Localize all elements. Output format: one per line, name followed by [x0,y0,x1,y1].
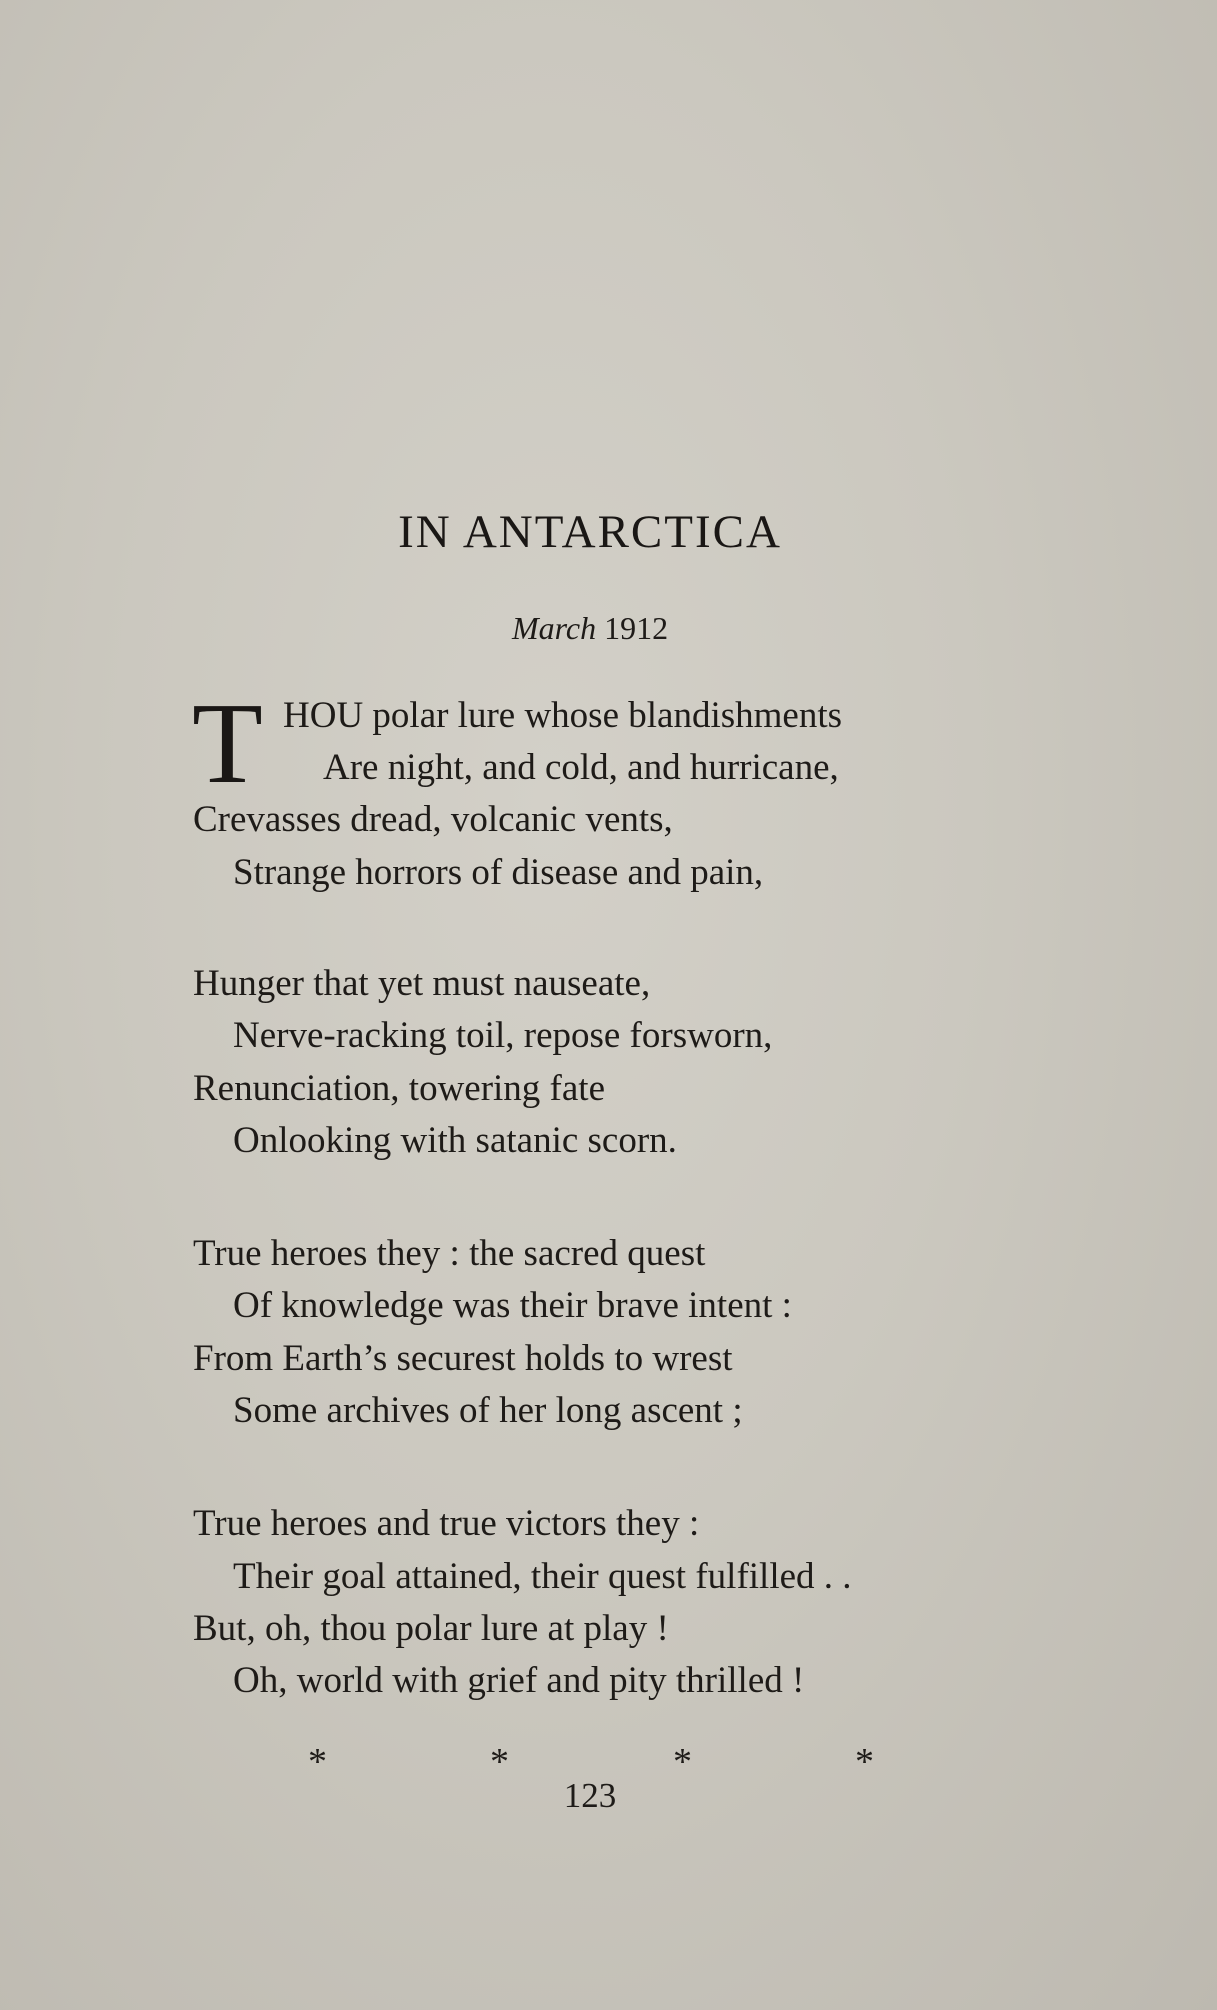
poem-line: Of knowledge was their brave intent : [233,1285,792,1326]
poem-line: Renunciation, towering fate [193,1068,606,1109]
poem-line: HOU polar lure whose blandishments [283,695,843,736]
poem-line: Oh, world with grief and pity thrilled ! [233,1660,805,1701]
poem-date [0,610,1180,647]
section-separator [0,1740,1217,1783]
poem-line: But, oh, thou polar lure at play ! [193,1608,669,1649]
separator-asterisk: * [673,1741,692,1783]
date-year: 1912 [604,610,669,646]
poem-line: True heroes they : the sacred quest [193,1233,706,1274]
poem-line: Hunger that yet must nauseate, [193,963,651,1004]
separator-asterisk: * [308,1741,327,1783]
poem-line: Nerve-racking toil, repose forsworn, [233,1015,773,1056]
drop-cap: T [192,680,263,808]
poem-line: Crevasses dread, volcanic vents, [193,799,673,840]
poem-line: Are night, and cold, and hurricane, [323,747,839,788]
poem-line: Onlooking with satanic scorn. [233,1120,677,1161]
page-number: 123 [563,1776,617,1815]
separator-asterisk: * [490,1741,509,1783]
date-month: March [511,610,597,646]
poem-line: Some archives of her long ascent ; [233,1390,743,1431]
poem-line: True heroes and true victors they : [193,1503,700,1544]
poem-title: IN ANTARCTICA [398,506,782,558]
separator-asterisk: * [855,1741,874,1783]
poem-line: Their goal attained, their quest fulfilled . . [233,1556,852,1597]
poem-line: Strange horrors of disease and pain, [233,852,764,893]
poem-line: From Earth’s securest holds to wrest [193,1338,733,1379]
